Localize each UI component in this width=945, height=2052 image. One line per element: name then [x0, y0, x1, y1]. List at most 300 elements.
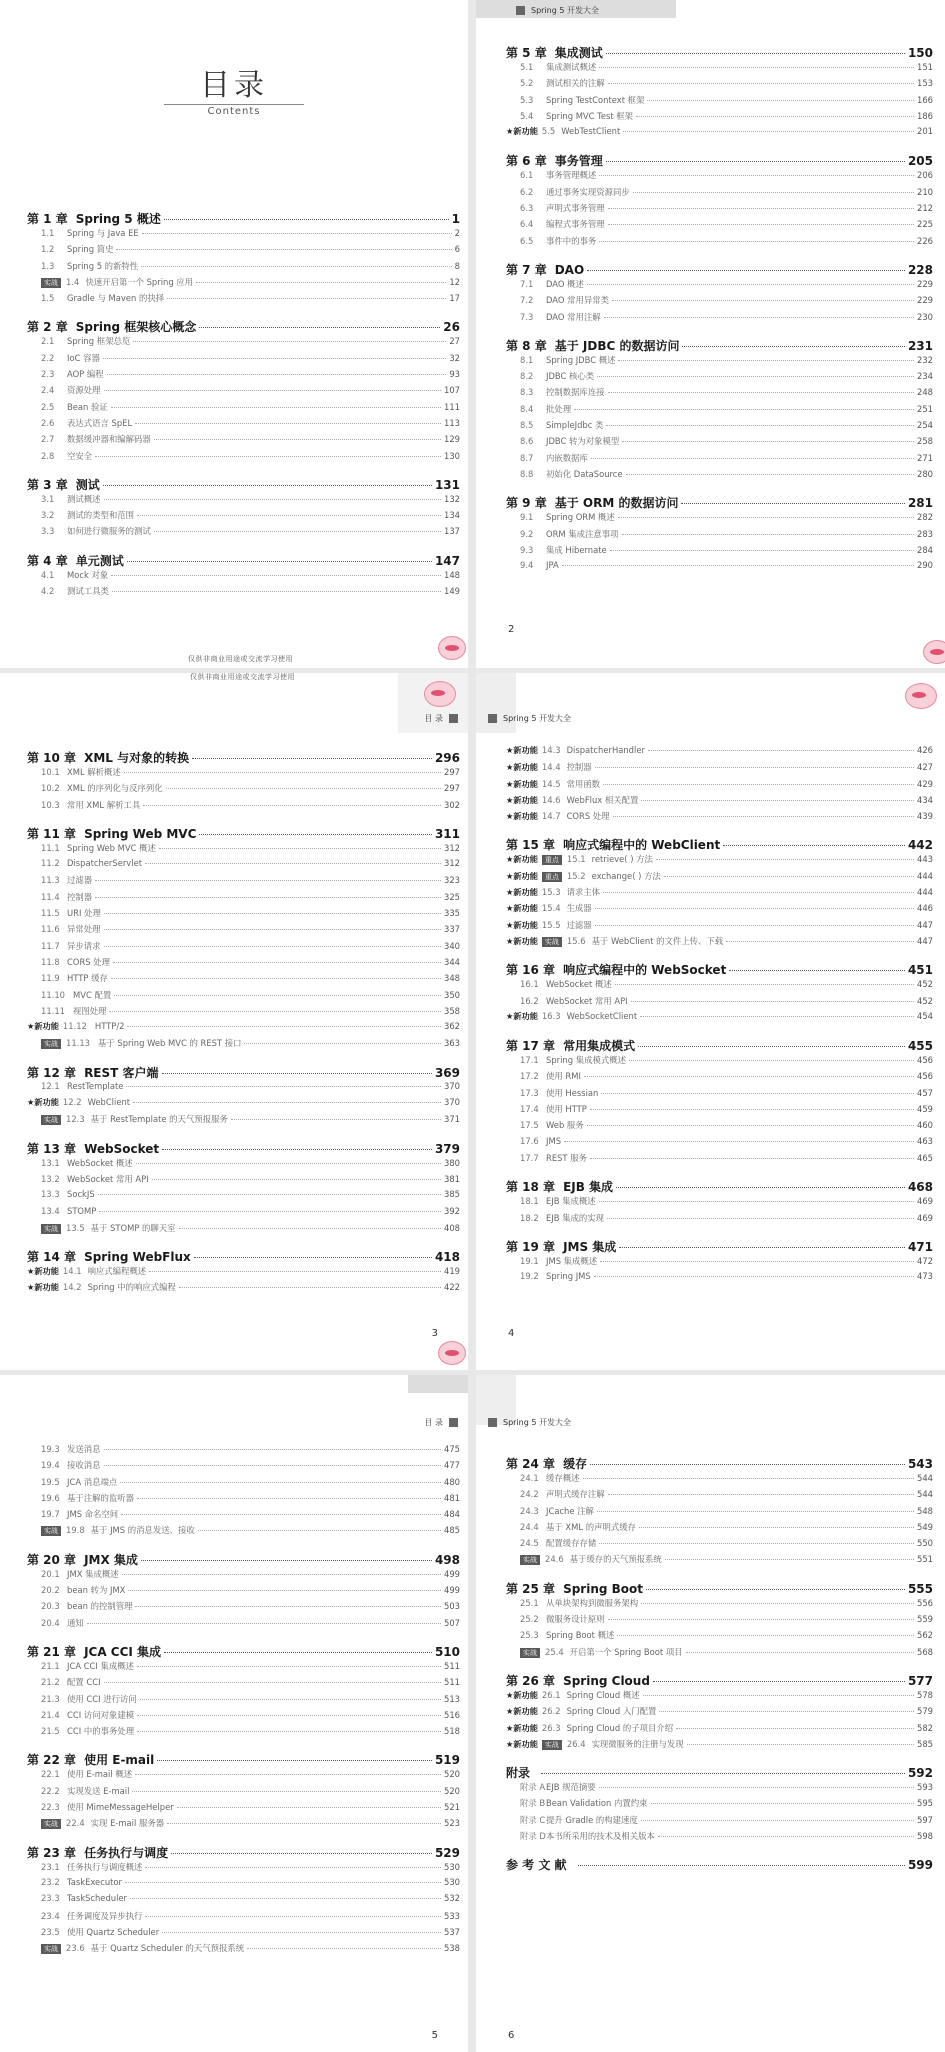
entry-page: 290: [917, 560, 933, 571]
toc-page-6: [476, 1375, 945, 2052]
chapter-heading: [506, 1764, 933, 1781]
entry-number: 15.6: [566, 935, 586, 946]
entry-number: 9.3: [520, 544, 534, 555]
entry-page: 151: [917, 62, 933, 72]
entry-number: 24.4: [520, 1521, 539, 1532]
entry-number: 23.2: [41, 1876, 60, 1887]
entry-number: 附录 D: [520, 1831, 546, 1842]
dot-leader: [574, 409, 914, 410]
entry-page: 439: [917, 811, 933, 822]
new-feature-tag: ★新功能: [506, 1706, 538, 1717]
entry-number: 4.1: [41, 569, 55, 580]
entry-number: 5.1: [520, 62, 534, 72]
dot-leader: [658, 1836, 914, 1837]
entry-title: Gradle 与 Maven 的抉择: [67, 293, 165, 304]
entry-title: Spring TestContext 框架: [546, 94, 645, 105]
entry-title: DispatcherServlet: [67, 858, 143, 869]
entry-page: 280: [917, 468, 933, 479]
entry-page: 516: [444, 1709, 460, 1720]
toc-entry: [506, 1136, 933, 1152]
chapter-page: 379: [434, 1141, 460, 1156]
toc-entry: [27, 1801, 460, 1817]
toc-entry: [27, 891, 460, 907]
entry-number: 13.1: [41, 1157, 60, 1168]
dot-leader: [590, 1158, 914, 1159]
entry-title: 编程式事务管理: [546, 219, 605, 230]
entry-number: 21.2: [41, 1677, 60, 1688]
entry-page: 149: [444, 586, 460, 597]
dot-leader: [676, 1728, 914, 1729]
entry-page: 511: [444, 1660, 460, 1671]
toc-entry: [27, 433, 460, 449]
dot-leader: [564, 1141, 914, 1142]
dot-leader: [164, 219, 449, 220]
header-text: 目 录: [424, 714, 443, 723]
entry-number: 14.4: [541, 762, 561, 773]
entry-page: 434: [917, 794, 933, 805]
entry-page: 481: [444, 1492, 460, 1503]
chapter-number: 参 考 文 献: [506, 1858, 567, 1873]
entry-title: 声明式缓存注解: [546, 1489, 605, 1500]
dot-leader: [199, 834, 432, 835]
chapter-title: JMS 集成: [563, 1239, 617, 1254]
dot-leader: [613, 816, 914, 817]
entry-title: 实现 E-mail 服务器: [90, 1818, 165, 1829]
chapter-page: 543: [907, 1457, 933, 1471]
entry-page: 456: [917, 1055, 933, 1066]
entry-title: Spring 与 Java EE: [67, 228, 139, 238]
entry-number: 20.2: [41, 1585, 60, 1596]
toc-entry: [27, 1768, 460, 1784]
toc-entry: [27, 493, 460, 509]
entry-page: 282: [917, 512, 933, 523]
entry-title: 任务执行与调度概述: [67, 1861, 143, 1872]
entry-page: 426: [917, 745, 933, 755]
entry-number: 2.2: [41, 352, 55, 363]
dot-leader: [137, 1498, 441, 1499]
entry-number: 9.2: [520, 528, 534, 539]
toc-entry: [27, 1173, 460, 1189]
dot-leader: [95, 880, 441, 881]
toc-entry: [27, 260, 460, 276]
entry-number: 6.2: [520, 186, 534, 197]
dot-leader: [199, 327, 440, 328]
chapter-heading: [506, 1238, 933, 1255]
entry-title: 表达式语言 SpEL: [67, 417, 133, 428]
entry-title: EJB 规范摘要: [546, 1782, 596, 1793]
toc-entry: [27, 569, 460, 585]
entry-page: 107: [444, 385, 460, 396]
entry-page: 225: [917, 219, 933, 230]
chapter-title: JMX 集成: [84, 1552, 138, 1567]
dot-leader: [162, 1932, 441, 1933]
toc-entry: [506, 853, 933, 869]
toc-entry: [27, 1508, 460, 1524]
toc-entry: [27, 956, 460, 972]
dot-leader: [140, 1699, 441, 1700]
toc-entry: [27, 1524, 460, 1540]
entry-page: 381: [444, 1173, 460, 1184]
toc-entry: [506, 419, 933, 435]
chapter-heading: [506, 1856, 933, 1873]
entry-title: Spring JDBC 概述: [546, 354, 616, 365]
entry-title: WebSocket 常用 API: [546, 995, 628, 1006]
chapter-title: Spring 5 概述: [75, 212, 161, 226]
chapter-number: 第 25 章: [506, 1581, 556, 1596]
toc-entry: [506, 528, 933, 544]
entry-page: 335: [444, 908, 460, 919]
entry-page: 380: [444, 1157, 460, 1168]
dot-leader: [562, 565, 914, 566]
toc-title: 目录: [200, 68, 268, 103]
entry-title: CCI 访问对象建模: [67, 1709, 135, 1720]
chapter-number: 第 8 章: [506, 338, 547, 353]
entry-page: 226: [917, 235, 933, 246]
entry-title: 任务调度及异步执行: [67, 1910, 143, 1921]
entry-number: 21.4: [41, 1709, 60, 1720]
entry-title: Mock 对象: [67, 569, 109, 580]
chapter-number: 第 23 章: [27, 1845, 77, 1860]
entry-title: 基于 RestTemplate 的天气预报服务: [90, 1114, 228, 1125]
chapter-heading: [27, 1064, 460, 1081]
dot-leader: [608, 208, 914, 209]
chapter-title: 使用 E-mail: [84, 1753, 155, 1768]
toc-entry: [506, 902, 933, 918]
entry-number: 11.8: [41, 956, 60, 967]
chapter-page: 418: [434, 1250, 460, 1265]
header-text: Spring 5 开发大全: [531, 6, 599, 15]
entry-number: 19.7: [41, 1509, 60, 1520]
entry-number: 23.1: [41, 1861, 60, 1872]
toc-entry: [27, 923, 460, 939]
dot-leader: [192, 758, 432, 759]
dot-leader: [723, 845, 905, 846]
toc-page-4: [476, 673, 945, 1370]
entry-title: WebFlux 相关配置: [566, 794, 639, 805]
entry-number: 19.1: [520, 1255, 539, 1266]
running-header: [488, 713, 571, 724]
toc-entry: [27, 1189, 460, 1205]
dot-leader: [608, 224, 914, 225]
entry-number: 19.4: [41, 1460, 60, 1471]
toc-entry: [27, 1568, 460, 1584]
entry-page: 499: [444, 1568, 460, 1579]
dot-leader: [128, 1590, 441, 1591]
entry-number: 14.2: [62, 1282, 82, 1293]
toc-entry: [27, 1081, 460, 1097]
entry-number: 11.11: [41, 1005, 65, 1016]
chapter-title: Spring Boot: [563, 1581, 644, 1596]
entry-number: 26.3: [541, 1722, 561, 1733]
toc-entry: [506, 1505, 933, 1521]
entry-page: 312: [444, 858, 460, 869]
entry-number: 8.1: [520, 354, 534, 365]
page-number: 2: [508, 624, 515, 635]
chapter-page: 455: [907, 1039, 933, 1054]
toc-entry: [506, 995, 933, 1011]
entry-page: 312: [444, 842, 460, 853]
dot-leader: [194, 1257, 432, 1258]
entry-title: 控制数据库连接: [546, 387, 605, 398]
entry-title: Spring Cloud 的子项目介绍: [566, 1722, 674, 1733]
toc-page-2: [476, 0, 945, 668]
entry-page: 477: [444, 1460, 460, 1471]
entry-title: 资源处理: [67, 385, 101, 396]
entry-page: 370: [444, 1080, 460, 1091]
entry-page: 472: [917, 1255, 933, 1266]
toc-entry: [27, 401, 460, 417]
entry-page: 408: [444, 1222, 460, 1233]
entry-number: 22.4: [66, 1818, 85, 1829]
dot-leader: [599, 175, 914, 176]
chapter-heading: [506, 261, 933, 278]
chapter-title: Spring Web MVC: [84, 826, 197, 841]
entry-number: 24.3: [520, 1505, 539, 1516]
entry-page: 234: [917, 371, 933, 382]
entry-number: 13.5: [66, 1222, 85, 1233]
chapter-heading: [27, 476, 460, 493]
entry-badge: 实战: [542, 1740, 562, 1750]
chapter-page: 442: [907, 838, 933, 853]
dot-leader: [167, 298, 446, 299]
dot-leader: [616, 1187, 905, 1188]
dot-leader: [595, 908, 914, 909]
entry-title: JCache 注解: [546, 1505, 594, 1516]
chapter-title: 测试: [75, 477, 100, 492]
chapter-title: 任务执行与调度: [84, 1845, 169, 1860]
entry-number: 2.7: [41, 434, 55, 445]
chapter-number: 附录: [506, 1766, 531, 1781]
entry-title: RestTemplate: [67, 1080, 124, 1091]
entry-number: 14.5: [541, 778, 561, 789]
entry-title: JMS: [546, 1135, 562, 1146]
chapter-number: 第 21 章: [27, 1644, 77, 1659]
entry-page: 532: [444, 1893, 460, 1904]
entry-page: 27: [449, 336, 460, 347]
entry-title: 初始化 DataSource: [546, 468, 623, 479]
entry-title: 使用 CCI 进行访问: [67, 1693, 137, 1704]
entry-number: 24.5: [520, 1538, 539, 1549]
toc-entry: [27, 766, 460, 782]
chapter-number: 第 10 章: [27, 751, 77, 765]
page-footer: 仅供非商业用途或交流学习使用: [190, 673, 295, 681]
entry-number: 2.8: [41, 450, 55, 461]
toc-entry: [506, 1212, 933, 1228]
dot-leader: [145, 1916, 441, 1917]
mascot-stamp: [438, 636, 466, 660]
new-feature-tag: ★新功能: [506, 1722, 538, 1733]
entry-number: 25.3: [520, 1630, 539, 1641]
chapter-page: 131: [434, 477, 460, 492]
chapter-number: 第 2 章: [27, 320, 68, 335]
chapter-heading: [506, 1672, 933, 1689]
dot-leader: [619, 1247, 905, 1248]
toc-entry: [506, 1646, 933, 1662]
dot-leader: [137, 1715, 441, 1716]
entry-title: 空安全: [67, 450, 93, 461]
chapter-title: 单元测试: [75, 553, 124, 568]
dot-leader: [198, 1530, 441, 1531]
toc-list: [27, 206, 460, 601]
entry-number: 14.7: [541, 811, 561, 822]
entry-page: 12: [449, 276, 460, 287]
toc-entry: [506, 1087, 933, 1103]
dot-leader: [595, 767, 914, 768]
dot-leader: [133, 1102, 441, 1103]
toc-entry: [506, 218, 933, 234]
chapter-heading: [506, 494, 933, 511]
entry-number: 6.4: [520, 219, 534, 230]
dot-leader: [162, 1149, 432, 1150]
entry-title: 测试工具类: [67, 586, 109, 597]
dot-leader: [608, 1494, 914, 1495]
new-feature-tag: ★新功能: [506, 794, 538, 805]
entry-page: 93: [449, 369, 460, 380]
dot-leader: [135, 1774, 441, 1775]
toc-entry: [506, 1629, 933, 1645]
dot-leader: [612, 300, 914, 301]
toc-entry: [27, 1877, 460, 1893]
entry-title: SockJS: [67, 1189, 95, 1200]
entry-number: 10.1: [41, 767, 60, 777]
toc-entry: [506, 794, 933, 810]
dot-leader: [597, 376, 914, 377]
dot-leader: [104, 946, 442, 947]
header-square-icon: [449, 714, 458, 723]
entry-page: 507: [444, 1617, 460, 1628]
toc-entry: [27, 972, 460, 988]
dot-leader: [623, 131, 914, 132]
entry-number: 11.5: [41, 908, 60, 919]
chapter-number: 第 9 章: [506, 496, 547, 511]
new-feature-tag: ★新功能: [27, 1097, 59, 1108]
entry-title: 接收消息: [67, 1460, 101, 1471]
entry-number: 21.5: [41, 1726, 60, 1737]
entry-number: 7.2: [520, 295, 534, 306]
entry-number: 19.2: [520, 1271, 539, 1282]
chapter-title: 响应式编程中的 WebClient: [563, 838, 721, 853]
entry-number: 9.1: [520, 512, 534, 523]
entry-number: 11.9: [41, 973, 60, 984]
entry-badge: 重点: [542, 872, 562, 882]
toc-entry: [506, 94, 933, 110]
entry-badge: 实战: [41, 1039, 61, 1049]
entry-page: 132: [444, 493, 460, 504]
dot-leader: [145, 863, 441, 864]
toc-entry: [506, 1613, 933, 1629]
dot-leader: [142, 233, 452, 234]
entry-title: Spring Web MVC 概述: [67, 842, 156, 853]
entry-number: 17.2: [520, 1071, 539, 1082]
entry-title: 使用 MimeMessageHelper: [67, 1802, 174, 1813]
entry-title: retrieve( ) 方法: [591, 854, 653, 865]
chapter-number: 第 26 章: [506, 1673, 556, 1688]
dot-leader: [587, 284, 914, 285]
entry-number: 11.3: [41, 875, 60, 886]
entry-number: 19.5: [41, 1476, 60, 1487]
dot-leader: [631, 1001, 914, 1002]
toc-entry: [27, 368, 460, 384]
entry-number: 26.1: [541, 1689, 561, 1700]
dot-leader: [599, 1201, 914, 1202]
entry-page: 134: [444, 510, 460, 521]
dot-leader: [639, 1527, 914, 1528]
toc-page-3: [0, 673, 468, 1370]
toc-entry: [506, 810, 933, 826]
entry-page: 530: [444, 1861, 460, 1872]
toc-page-1: [0, 0, 468, 668]
entry-title: JCA CCI 集成概述: [67, 1660, 135, 1671]
entry-title: 基于 XML 的声明式缓存: [546, 1521, 636, 1532]
entry-page: 579: [917, 1706, 933, 1717]
entry-badge: 实战: [542, 937, 562, 947]
dot-leader: [109, 1011, 441, 1012]
dot-leader: [132, 1791, 441, 1792]
dot-leader: [122, 1574, 441, 1575]
entry-title: Spring JMS: [546, 1271, 591, 1282]
entry-title: exchange( ) 方法: [591, 870, 661, 881]
entry-number: 5.5: [541, 126, 556, 137]
entry-number: 10.2: [41, 783, 60, 794]
entry-title: 快速开启第一个 Spring 应用: [85, 276, 194, 287]
dot-leader: [599, 241, 914, 242]
mascot-stamp: [424, 681, 456, 707]
new-feature-tag: ★新功能: [506, 919, 538, 930]
entry-page: 419: [444, 1266, 460, 1277]
toc-list: [506, 40, 933, 576]
toc-entry: [27, 417, 460, 433]
entry-title: 基于缓存的天气预报系统: [569, 1554, 662, 1565]
dot-leader: [587, 1125, 914, 1126]
entry-title: MVC 配置: [72, 989, 112, 1000]
entry-page: 537: [444, 1926, 460, 1937]
entry-title: 视图处理: [72, 1005, 107, 1016]
dot-leader: [633, 192, 914, 193]
toc-entry: [506, 386, 933, 402]
new-feature-tag: ★新功能: [506, 745, 538, 755]
entry-title: JMS 命名空间: [67, 1509, 119, 1520]
entry-number: 2.5: [41, 401, 55, 412]
mascot-stamp: [923, 640, 945, 664]
toc-entry: [27, 1113, 460, 1129]
dot-leader: [98, 1194, 441, 1195]
entry-number: 8.5: [520, 420, 534, 431]
chapter-page: 296: [434, 751, 460, 765]
toc-entry: [27, 1600, 460, 1616]
chapter-page: 468: [907, 1180, 933, 1195]
dot-leader: [647, 100, 914, 101]
entry-number: 11.6: [41, 924, 60, 935]
toc-entry: [506, 1472, 933, 1488]
toc-entry: [506, 778, 933, 794]
toc-entry: [506, 1011, 933, 1027]
chapter-number: 第 1 章: [27, 212, 68, 226]
toc-entry: [506, 1195, 933, 1211]
chapter-heading: [506, 1580, 933, 1597]
entry-page: 533: [444, 1910, 460, 1921]
dot-leader: [179, 1287, 441, 1288]
running-header: [488, 1417, 571, 1428]
entry-badge: 实战: [520, 1555, 540, 1565]
dot-leader: [643, 1695, 914, 1696]
toc-entry: [27, 276, 460, 292]
entry-page: 544: [917, 1489, 933, 1500]
toc-entry: [27, 1676, 460, 1692]
entry-page: 538: [444, 1943, 460, 1954]
dot-leader: [162, 1073, 432, 1074]
toc-entry: [506, 110, 933, 126]
entry-number: 23.5: [41, 1926, 60, 1937]
